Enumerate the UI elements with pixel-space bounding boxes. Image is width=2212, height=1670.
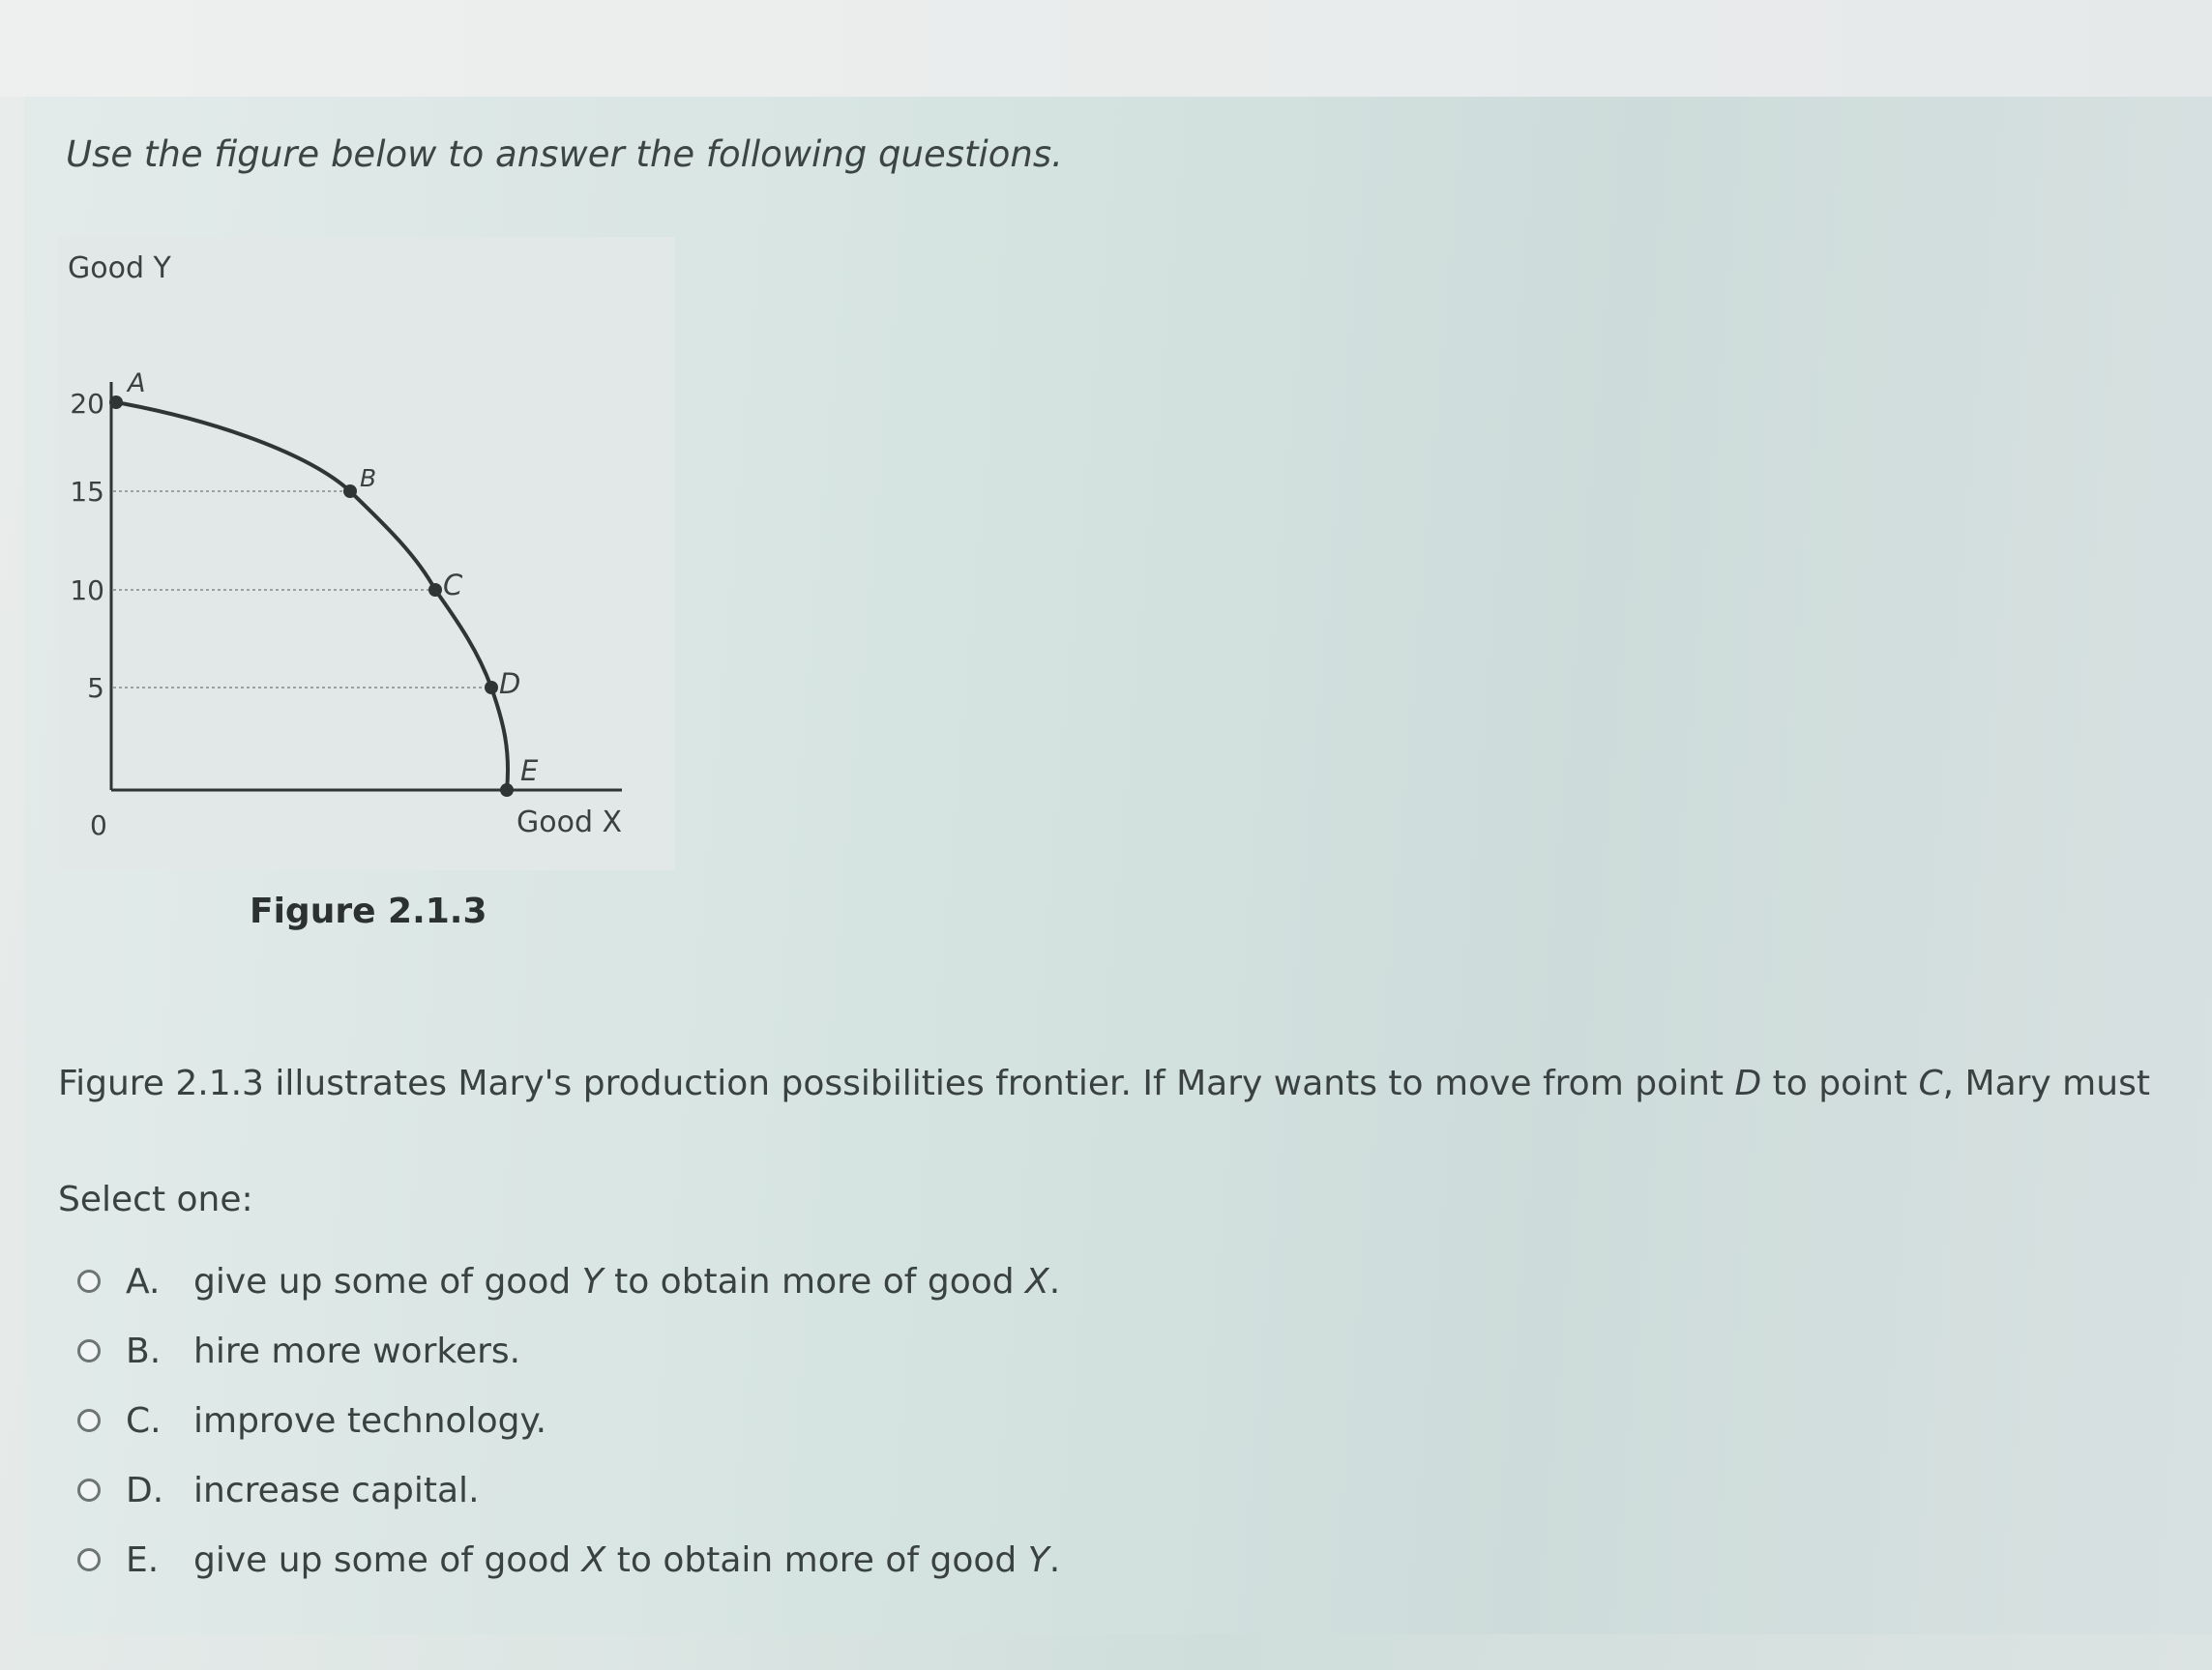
ppf-chart [58, 237, 675, 870]
top-band [0, 0, 2212, 97]
point-b-label: B [360, 464, 377, 492]
radio-button[interactable] [77, 1479, 101, 1502]
ppf-figure [58, 237, 675, 870]
radio-button[interactable] [77, 1409, 101, 1432]
point-b-marker [343, 484, 357, 498]
option-text: hire more workers. [193, 1331, 521, 1371]
question-text [58, 1064, 2150, 1103]
option-letter: D. [126, 1470, 164, 1510]
option-letter: A. [126, 1261, 161, 1302]
question-point-c: C [1918, 1064, 1943, 1103]
y-tick-15: 15 [70, 476, 104, 508]
option-letter: B. [126, 1331, 162, 1371]
question-post: , Mary must [1942, 1064, 2150, 1103]
point-c-marker [428, 583, 442, 597]
answer-option-d[interactable] [77, 1466, 480, 1514]
x-axis-label: Good X [516, 806, 623, 839]
option-text: improve technology. [193, 1400, 547, 1441]
y-tick-5: 5 [87, 672, 104, 704]
point-d-marker [485, 681, 498, 694]
radio-button[interactable] [77, 1270, 101, 1293]
figure-caption: Figure 2.1.3 [250, 892, 487, 931]
y-tick-10: 10 [70, 574, 104, 606]
y-tick-20: 20 [70, 388, 104, 420]
origin-label: 0 [90, 809, 107, 841]
radio-button[interactable] [77, 1339, 101, 1362]
y-axis-label: Good Y [68, 251, 171, 285]
option-text: give up some of good X to obtain more of good Y. [193, 1539, 1061, 1580]
point-d-label: D [499, 667, 521, 700]
instruction-text: Use the figure below to answer the following questions. [66, 133, 1063, 175]
question-pre: Figure 2.1.3 illustrates Mary's production possibilities frontier. If Mary wants to move from point [58, 1064, 1735, 1103]
option-text: give up some of good Y to obtain more of good X. [193, 1261, 1061, 1302]
point-a-label: A [128, 368, 146, 398]
radio-button[interactable] [77, 1548, 101, 1571]
question-point-d: D [1734, 1064, 1762, 1103]
answer-option-b[interactable] [77, 1327, 520, 1375]
option-letter: E. [126, 1539, 160, 1580]
point-c-label: C [443, 569, 463, 601]
select-one-prompt: Select one: [58, 1180, 253, 1219]
answer-option-e[interactable] [77, 1536, 1060, 1584]
point-e-marker [500, 783, 514, 797]
point-e-label: E [520, 754, 539, 787]
option-text: increase capital. [193, 1470, 480, 1510]
answer-option-c[interactable] [77, 1396, 546, 1445]
point-a-marker [109, 396, 123, 409]
answer-option-a[interactable] [77, 1257, 1060, 1305]
question-mid: to point [1761, 1064, 1919, 1103]
option-letter: C. [126, 1400, 162, 1441]
